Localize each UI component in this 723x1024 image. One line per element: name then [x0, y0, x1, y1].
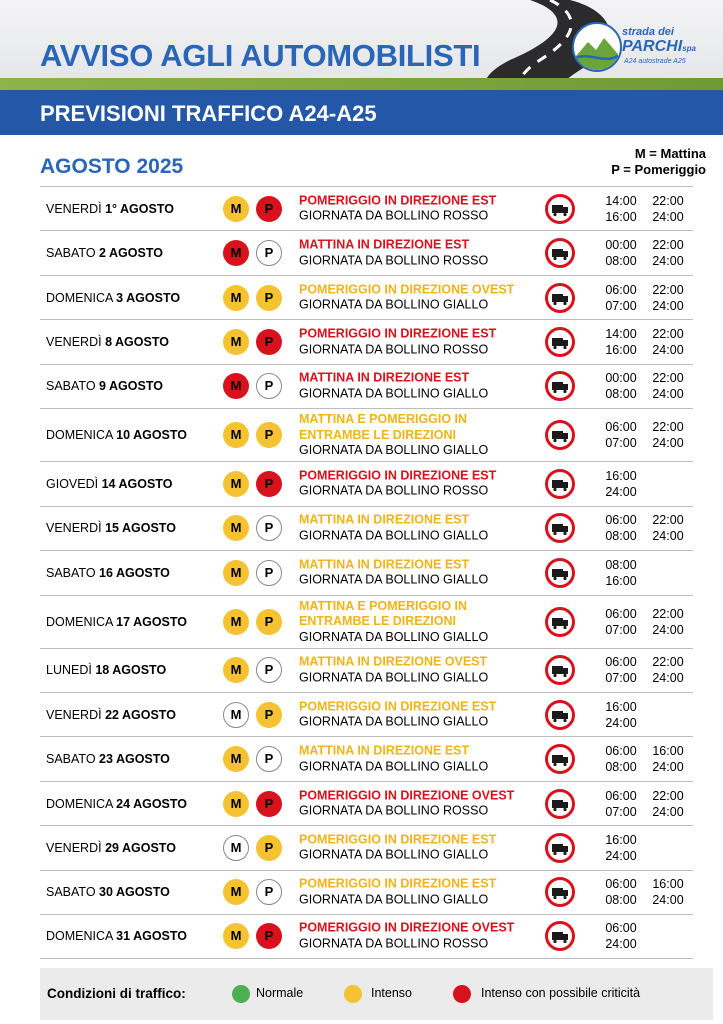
- pomeriggio-badge: P: [256, 285, 282, 311]
- row-description: [299, 788, 534, 819]
- no-trucks-icon: [545, 371, 575, 401]
- table-row: [40, 914, 693, 958]
- time-end-1: 08:00: [605, 760, 637, 775]
- header-banner: [0, 0, 723, 135]
- company-logo: [572, 22, 712, 74]
- legend-normale: Normale: [256, 986, 304, 1000]
- red-dot-icon: [453, 985, 471, 1003]
- no-trucks-icon: [545, 700, 575, 730]
- traffic-direction: POMERIGGIO IN DIREZIONE OVEST: [299, 282, 515, 297]
- time-end-2: 24:00: [652, 760, 684, 775]
- traffic-direction: POMERIGGIO IN DIREZIONE EST: [299, 876, 497, 891]
- table-row: [40, 648, 693, 692]
- row-description: [299, 468, 534, 499]
- time-end-1: 07:00: [605, 622, 637, 637]
- yellow-dot-icon: [344, 985, 362, 1003]
- pomeriggio-badge: P: [256, 471, 282, 497]
- green-dot-icon: [232, 985, 250, 1003]
- row-day: DOMENICA 17 AGOSTO: [46, 614, 188, 629]
- row-description: [299, 238, 534, 269]
- row-day: DOMENICA 3 AGOSTO: [46, 290, 181, 305]
- mattina-badge: M: [223, 329, 249, 355]
- time-end-1: 24:00: [605, 484, 637, 499]
- sub-title: PREVISIONI TRAFFICO A24-A25: [40, 101, 377, 126]
- month-title: AGOSTO 2025: [40, 155, 184, 178]
- time-end-2: 24:00: [652, 893, 684, 908]
- time-end-1: 16:00: [605, 209, 637, 224]
- mattina-badge: M: [223, 791, 249, 817]
- traffic-direction: MATTINA IN DIREZIONE OVEST: [299, 654, 488, 669]
- mattina-badge: M: [223, 702, 249, 728]
- row-day: DOMENICA 24 AGOSTO: [46, 796, 188, 811]
- no-trucks-icon: [545, 469, 575, 499]
- pomeriggio-badge: P: [256, 791, 282, 817]
- row-day: SABATO 16 AGOSTO: [46, 565, 170, 580]
- legend-intenso: Intenso: [371, 986, 413, 1000]
- mattina-badge: M: [223, 609, 249, 635]
- time-end-1: 16:00: [605, 343, 637, 358]
- table-row: [40, 408, 693, 461]
- bollino-label: GIORNATA DA BOLLINO GIALLO: [299, 386, 489, 401]
- time-end-1: 07:00: [605, 298, 637, 313]
- traffic-direction: POMERIGGIO IN DIREZIONE EST: [299, 832, 497, 847]
- bollino-label: GIORNATA DA BOLLINO ROSSO: [299, 936, 489, 951]
- bollino-label: GIORNATA DA BOLLINO ROSSO: [299, 342, 489, 357]
- time-end-1: 24:00: [605, 937, 637, 952]
- pomeriggio-badge: P: [256, 240, 282, 266]
- table-row: [40, 319, 693, 363]
- mattina-badge: M: [223, 422, 249, 448]
- bollino-label: GIORNATA DA BOLLINO GIALLO: [299, 714, 489, 729]
- table-row: [40, 506, 693, 550]
- time-start-2: 16:00: [652, 744, 684, 759]
- time-end-2: 24:00: [652, 254, 684, 269]
- time-end-2: 24:00: [652, 343, 684, 358]
- traffic-direction: MATTINA IN DIREZIONE EST: [299, 743, 470, 758]
- traffic-legend: [40, 968, 713, 1020]
- row-day: SABATO 23 AGOSTO: [46, 752, 170, 767]
- mattina-badge: M: [223, 746, 249, 772]
- time-end-2: 24:00: [652, 622, 684, 637]
- row-description: [299, 557, 534, 588]
- row-description: [299, 832, 534, 863]
- time-start-1: 00:00: [605, 238, 637, 253]
- key-pomeriggio: P = Pomeriggio: [611, 162, 706, 177]
- bollino-label: GIORNATA DA BOLLINO GIALLO: [299, 892, 489, 907]
- row-day: GIOVEDÌ 14 AGOSTO: [46, 476, 173, 491]
- mattina-badge: M: [223, 515, 249, 541]
- row-description: [299, 877, 534, 908]
- time-start-2: 22:00: [652, 788, 684, 803]
- time-start-2: 22:00: [652, 606, 684, 621]
- row-description: [299, 371, 534, 402]
- traffic-direction: MATTINA IN DIREZIONE EST: [299, 237, 470, 252]
- bollino-label: GIORNATA DA BOLLINO GIALLO: [299, 572, 489, 587]
- mattina-badge: M: [223, 196, 249, 222]
- no-trucks-icon: [545, 327, 575, 357]
- bollino-label: GIORNATA DA BOLLINO GIALLO: [299, 297, 489, 312]
- row-day: LUNEDÌ 18 AGOSTO: [46, 663, 167, 678]
- time-end-1: 07:00: [605, 436, 637, 451]
- time-start-1: 08:00: [605, 557, 637, 572]
- bollino-label: GIORNATA DA BOLLINO ROSSO: [299, 483, 489, 498]
- time-start-1: 06:00: [605, 877, 637, 892]
- time-start-1: 16:00: [605, 699, 637, 714]
- mattina-badge: M: [223, 835, 249, 861]
- no-trucks-icon: [545, 283, 575, 313]
- no-trucks-icon: [545, 833, 575, 863]
- row-description: [299, 282, 534, 313]
- pomeriggio-badge: P: [256, 515, 282, 541]
- traffic-direction-extra: ENTRAMBE LE DIREZIONI: [299, 427, 456, 442]
- traffic-direction: POMERIGGIO IN DIREZIONE EST: [299, 193, 497, 208]
- main-title: AVVISO AGLI AUTOMOBILISTI: [40, 38, 481, 73]
- time-start-1: 06:00: [605, 921, 637, 936]
- no-trucks-icon: [545, 607, 575, 637]
- logo-line2: PARCHIspa: [622, 38, 696, 55]
- table-row: [40, 461, 693, 505]
- row-description: [299, 921, 534, 952]
- pomeriggio-badge: P: [256, 657, 282, 683]
- row-day: VENERDÌ 8 AGOSTO: [46, 335, 169, 350]
- pomeriggio-badge: P: [256, 196, 282, 222]
- row-day: VENERDÌ 1° AGOSTO: [46, 201, 174, 216]
- bollino-label: GIORNATA DA BOLLINO GIALLO: [299, 629, 489, 644]
- time-start-1: 14:00: [605, 327, 637, 342]
- row-description: [299, 744, 534, 775]
- table-row: [40, 692, 693, 736]
- no-trucks-icon: [545, 877, 575, 907]
- no-trucks-icon: [545, 744, 575, 774]
- traffic-direction: POMERIGGIO IN DIREZIONE OVEST: [299, 788, 515, 803]
- pomeriggio-badge: P: [256, 373, 282, 399]
- table-row: [40, 364, 693, 408]
- key-mattina: M = Mattina: [634, 146, 706, 161]
- traffic-direction: POMERIGGIO IN DIREZIONE OVEST: [299, 920, 515, 935]
- row-day: VENERDÌ 22 AGOSTO: [46, 707, 176, 722]
- pomeriggio-badge: P: [256, 746, 282, 772]
- pomeriggio-badge: P: [256, 702, 282, 728]
- row-description: [299, 655, 534, 686]
- time-start-1: 06:00: [605, 788, 637, 803]
- table-row: [40, 230, 693, 274]
- time-start-2: 22:00: [652, 327, 684, 342]
- traffic-direction: MATTINA E POMERIGGIO IN: [299, 598, 468, 613]
- row-description: [299, 193, 534, 224]
- time-start-2: 22:00: [652, 238, 684, 253]
- no-trucks-icon: [545, 420, 575, 450]
- time-start-2: 22:00: [652, 420, 684, 435]
- legend-intenso-critico: Intenso con possibile criticità: [481, 986, 641, 1000]
- mattina-badge: M: [223, 923, 249, 949]
- table-row: [40, 870, 693, 914]
- time-start-2: 22:00: [652, 193, 684, 208]
- traffic-direction: MATTINA E POMERIGGIO IN: [299, 411, 468, 426]
- table-row: [40, 275, 693, 319]
- time-end-1: 24:00: [605, 715, 637, 730]
- time-end-1: 08:00: [605, 254, 637, 269]
- bollino-label: GIORNATA DA BOLLINO GIALLO: [299, 847, 489, 862]
- logo-line1: strada dei: [622, 26, 674, 38]
- bollino-label: GIORNATA DA BOLLINO ROSSO: [299, 208, 489, 223]
- pomeriggio-badge: P: [256, 923, 282, 949]
- row-description: [299, 327, 534, 358]
- forecast-table: [40, 186, 693, 959]
- time-end-1: 08:00: [605, 387, 637, 402]
- traffic-direction: POMERIGGIO IN DIREZIONE EST: [299, 699, 497, 714]
- pomeriggio-badge: P: [256, 835, 282, 861]
- no-trucks-icon: [545, 513, 575, 543]
- row-description: [299, 699, 534, 730]
- no-trucks-icon: [545, 655, 575, 685]
- time-end-2: 24:00: [652, 671, 684, 686]
- time-end-2: 24:00: [652, 387, 684, 402]
- time-start-2: 22:00: [652, 655, 684, 670]
- mattina-badge: M: [223, 471, 249, 497]
- row-day: VENERDÌ 29 AGOSTO: [46, 840, 176, 855]
- time-start-2: 22:00: [652, 282, 684, 297]
- row-description: [299, 598, 534, 645]
- row-description: [299, 513, 534, 544]
- pomeriggio-badge: P: [256, 609, 282, 635]
- time-end-1: 08:00: [605, 893, 637, 908]
- time-start-1: 06:00: [605, 744, 637, 759]
- bollino-label: GIORNATA DA BOLLINO ROSSO: [299, 803, 489, 818]
- time-end-1: 07:00: [605, 804, 637, 819]
- bollino-label: GIORNATA DA BOLLINO GIALLO: [299, 670, 489, 685]
- row-day: SABATO 2 AGOSTO: [46, 246, 163, 261]
- time-start-2: 22:00: [652, 513, 684, 528]
- no-trucks-icon: [545, 558, 575, 588]
- badge-key: [611, 146, 706, 178]
- table-row: [40, 736, 693, 780]
- time-end-2: 24:00: [652, 804, 684, 819]
- logo-line3: A24 autostrade A25: [624, 58, 686, 65]
- time-start-1: 14:00: [605, 193, 637, 208]
- row-day: SABATO 9 AGOSTO: [46, 379, 163, 394]
- row-day: DOMENICA 31 AGOSTO: [46, 929, 188, 944]
- bollino-label: GIORNATA DA BOLLINO GIALLO: [299, 759, 489, 774]
- traffic-direction-extra: ENTRAMBE LE DIREZIONI: [299, 613, 456, 628]
- time-end-1: 24:00: [605, 848, 637, 863]
- row-day: VENERDÌ 15 AGOSTO: [46, 521, 176, 536]
- time-start-1: 06:00: [605, 282, 637, 297]
- no-trucks-icon: [545, 238, 575, 268]
- table-row: [40, 825, 693, 869]
- time-start-1: 16:00: [605, 468, 637, 483]
- time-start-2: 16:00: [652, 877, 684, 892]
- time-end-2: 24:00: [652, 209, 684, 224]
- table-row: [40, 186, 693, 230]
- bollino-label: GIORNATA DA BOLLINO ROSSO: [299, 253, 489, 268]
- time-end-1: 16:00: [605, 573, 637, 588]
- traffic-direction: MATTINA IN DIREZIONE EST: [299, 512, 470, 527]
- row-day: SABATO 30 AGOSTO: [46, 885, 170, 900]
- time-end-2: 24:00: [652, 298, 684, 313]
- time-start-1: 06:00: [605, 655, 637, 670]
- table-row: [40, 550, 693, 594]
- traffic-direction: MATTINA IN DIREZIONE EST: [299, 557, 470, 572]
- bollino-label: GIORNATA DA BOLLINO GIALLO: [299, 528, 489, 543]
- legend-label: Condizioni di traffico:: [47, 986, 186, 1001]
- time-start-1: 00:00: [605, 371, 637, 386]
- mattina-badge: M: [223, 373, 249, 399]
- pomeriggio-badge: P: [256, 879, 282, 905]
- time-start-1: 06:00: [605, 606, 637, 621]
- no-trucks-icon: [545, 194, 575, 224]
- table-row: [40, 595, 693, 648]
- bollino-label: GIORNATA DA BOLLINO GIALLO: [299, 442, 489, 457]
- traffic-direction: POMERIGGIO IN DIREZIONE EST: [299, 468, 497, 483]
- pomeriggio-badge: P: [256, 329, 282, 355]
- time-end-1: 08:00: [605, 529, 637, 544]
- no-trucks-icon: [545, 921, 575, 951]
- logo-mountain-icon: [572, 22, 622, 72]
- time-end-2: 24:00: [652, 529, 684, 544]
- time-end-1: 07:00: [605, 671, 637, 686]
- time-start-1: 06:00: [605, 420, 637, 435]
- mattina-badge: M: [223, 285, 249, 311]
- row-description: [299, 412, 534, 459]
- time-start-1: 16:00: [605, 832, 637, 847]
- time-start-1: 06:00: [605, 513, 637, 528]
- time-end-2: 24:00: [652, 436, 684, 451]
- pomeriggio-badge: P: [256, 560, 282, 586]
- traffic-direction: MATTINA IN DIREZIONE EST: [299, 370, 470, 385]
- table-row: [40, 781, 693, 825]
- traffic-direction: POMERIGGIO IN DIREZIONE EST: [299, 326, 497, 341]
- row-day: DOMENICA 10 AGOSTO: [46, 428, 188, 443]
- time-start-2: 22:00: [652, 371, 684, 386]
- mattina-badge: M: [223, 657, 249, 683]
- pomeriggio-badge: P: [256, 422, 282, 448]
- mattina-badge: M: [223, 240, 249, 266]
- no-trucks-icon: [545, 789, 575, 819]
- mattina-badge: M: [223, 879, 249, 905]
- mattina-badge: M: [223, 560, 249, 586]
